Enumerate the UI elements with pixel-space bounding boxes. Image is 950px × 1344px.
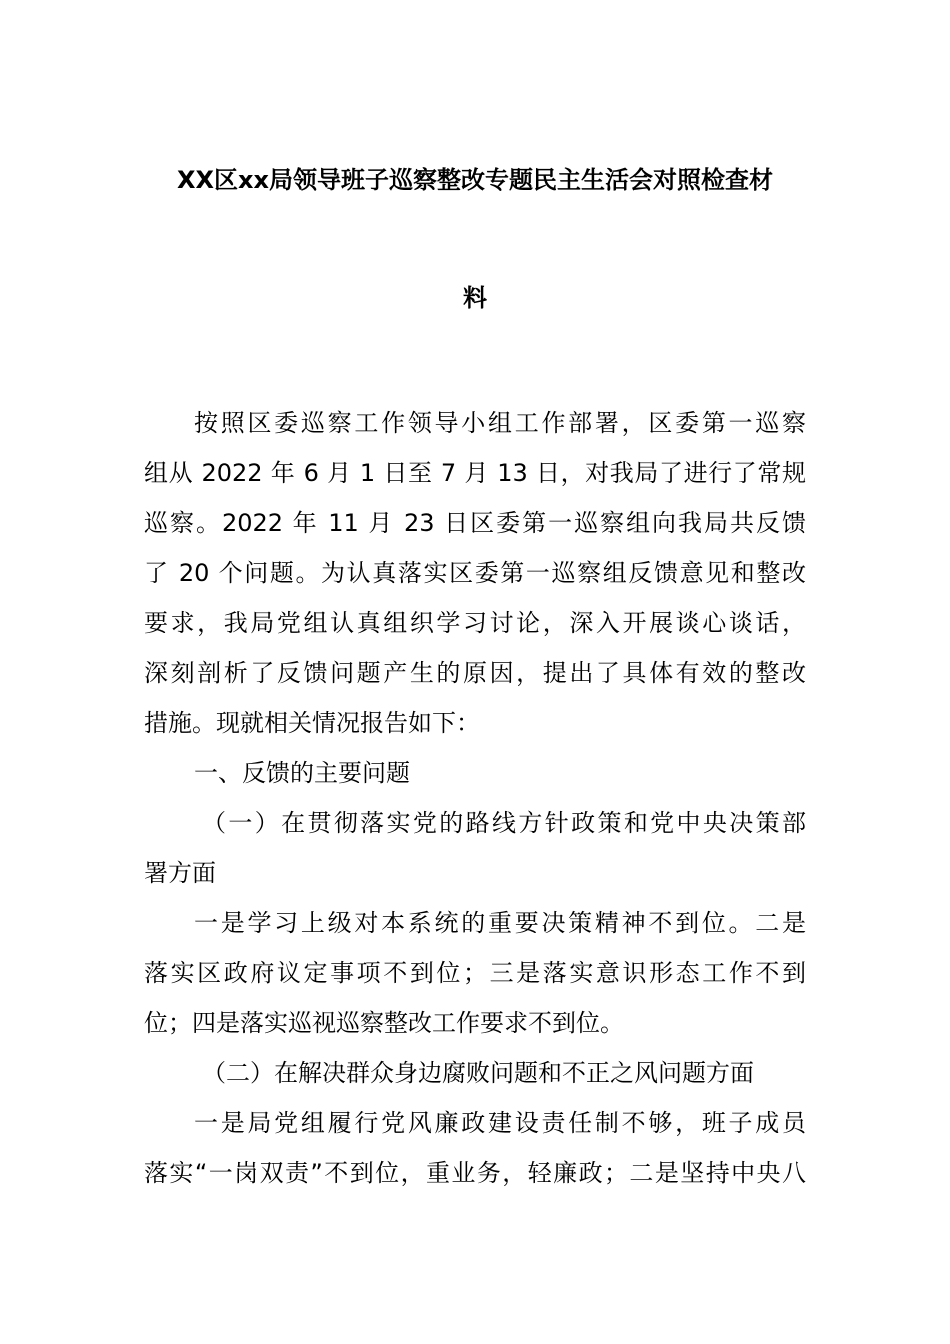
paragraph-line: 位；四是落实巡视巡察整改工作要求不到位。 <box>144 1009 624 1037</box>
paragraph-line: 巡察。2022 年 11 月 23 日区委第一巡察组向我局共反馈 <box>144 509 806 537</box>
document-title-line-2: 料 <box>463 284 487 312</box>
paragraph-line: 深刻剖析了反馈问题产生的原因，提出了具体有效的整改 <box>144 659 806 687</box>
paragraph-line: 组从 2022 年 6 月 1 日至 7 月 13 日，对我局了进行了常规 <box>144 459 806 487</box>
intro-paragraph <box>144 398 806 748</box>
section-heading <box>144 748 806 798</box>
paragraph-line: 一是局党组履行党风廉政建设责任制不够，班子成员 <box>194 1109 806 1137</box>
issues-paragraph-1 <box>144 898 806 1048</box>
paragraph-line: 了 20 个问题。为认真落实区委第一巡察组反馈意见和整改 <box>144 559 806 587</box>
subsection-heading-line: （一）在贯彻落实党的路线方针政策和党中央决策部 <box>202 809 806 837</box>
subsection-heading-1 <box>144 798 806 898</box>
document-body <box>144 398 806 1198</box>
document-title-line-1: XX区xx局领导班子巡察整改专题民主生活会对照检查材 <box>177 166 773 194</box>
paragraph-line: 落实区政府议定事项不到位；三是落实意识形态工作不到 <box>144 959 806 987</box>
paragraph-line: 落实“一岗双责”不到位，重业务，轻廉政；二是坚持中央八 <box>144 1159 806 1187</box>
issues-paragraph-2 <box>144 1098 806 1198</box>
subsection-heading-line: 署方面 <box>144 859 216 887</box>
paragraph-line: 一是学习上级对本系统的重要决策精神不到位。二是 <box>194 909 806 937</box>
subsection-heading-line: （二）在解决群众身边腐败问题和不正之风问题方面 <box>202 1059 754 1087</box>
paragraph-line: 按照区委巡察工作领导小组工作部署，区委第一巡察 <box>194 409 806 437</box>
subsection-heading-2 <box>144 1048 806 1098</box>
paragraph-line: 措施。现就相关情况报告如下： <box>144 709 480 737</box>
paragraph-line: 要求，我局党组认真组织学习讨论，深入开展谈心谈话， <box>144 609 806 637</box>
section-heading-text: 一、反馈的主要问题 <box>194 759 410 787</box>
